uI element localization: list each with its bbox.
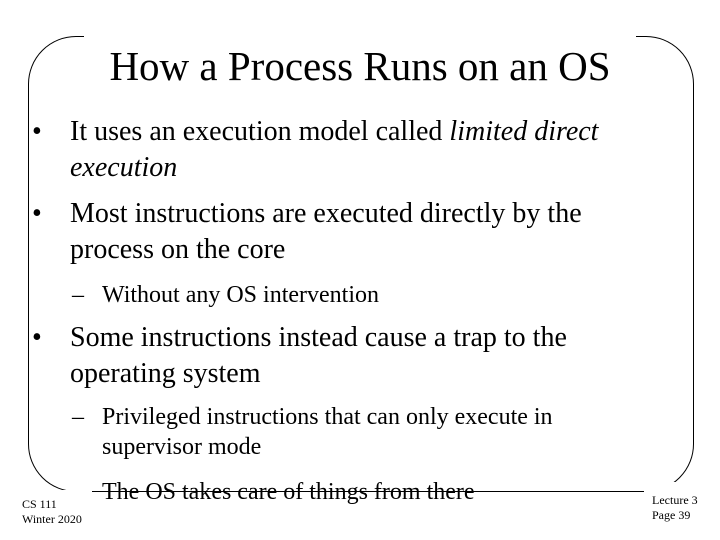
sub-bullet-2-1-text: Without any OS intervention [102,282,379,308]
bullet-1-text-italic: limited direct [449,116,599,147]
bullet-dot: • [32,116,42,147]
sub-bullet-dash: – [72,282,84,308]
bullet-1-text-italic-line2: execution [70,152,178,183]
sub-bullet-3-2-text: The OS takes care of things from there [102,479,475,505]
bullet-3-text [70,320,690,392]
bullet-2-line1: Most instructions are executed directly by the [70,198,582,229]
footer-left [22,497,82,527]
bullet-1-text [70,114,690,186]
sub-bullet-dash: – [72,404,84,430]
bullet-3-line1: Some instructions instead cause a trap to the [70,322,567,353]
footer-course: CS 111 [22,497,57,511]
sub-bullet-3-1-text [102,402,662,462]
bullet-2-line2: process on the core [70,234,286,265]
sub-bullet-3-1-line2: supervisor mode [102,434,262,460]
footer-right [652,493,698,523]
bullet-dot: • [32,198,42,229]
bullet-2-text [70,196,690,268]
footer-term: Winter 2020 [22,512,82,526]
footer-lecture: Lecture 3 [652,493,698,507]
bullet-dot: • [32,322,42,353]
bullet-3-line2: operating system [70,358,261,389]
slide-title: How a Process Runs on an OS [109,43,611,89]
bullet-1-text-plain: It uses an execution model called [70,116,450,147]
footer-page: Page 39 [652,508,691,522]
sub-bullet-3-1-line1: Privileged instructions that can only execute in [102,404,553,430]
